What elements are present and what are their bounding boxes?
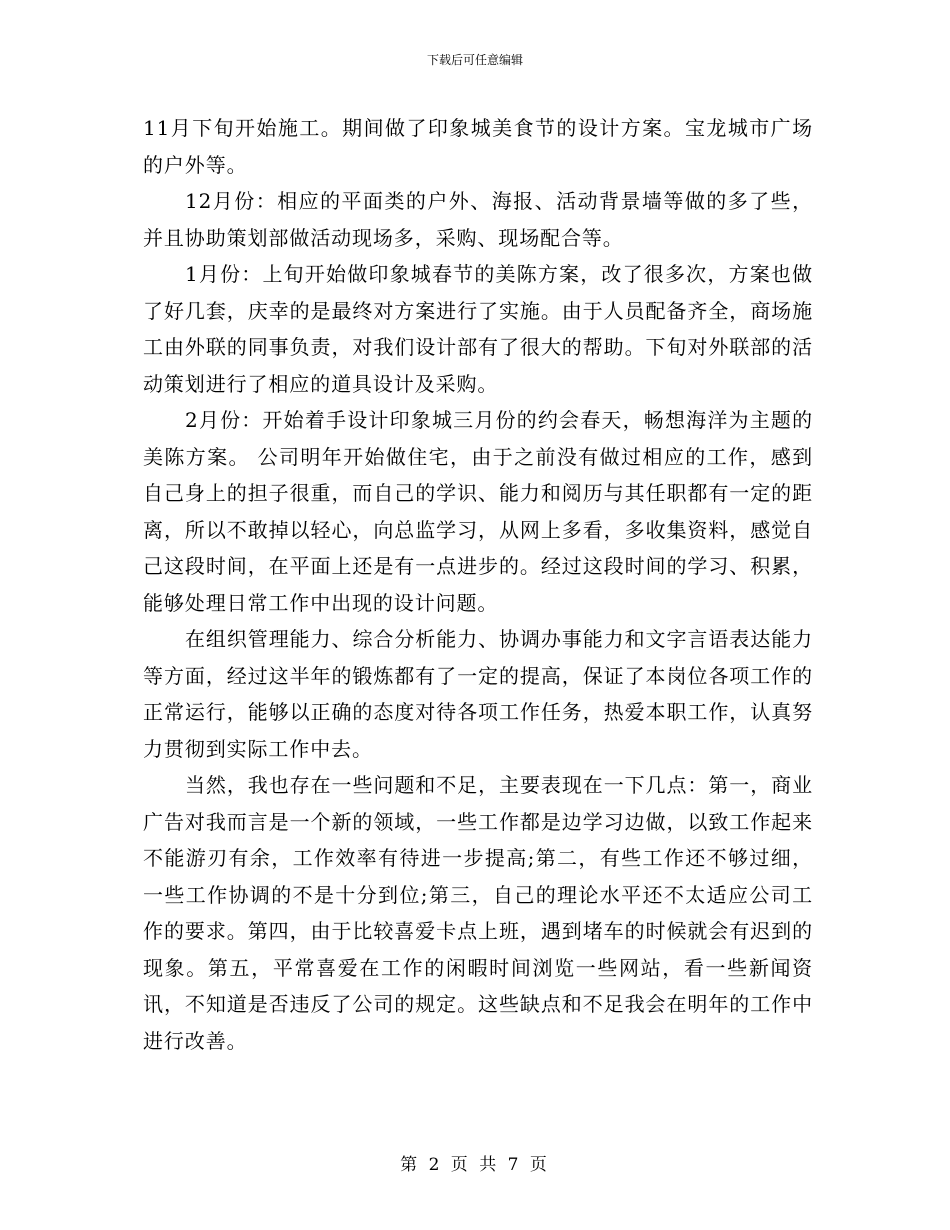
page-number: 第 2 页 共 7 页 bbox=[400, 1155, 550, 1175]
paragraph-shortcomings: 当然，我也存在一些问题和不足，主要表现在一下几点：第一，商业广告对我而言是一个新的领域，一些工作都是边学习边做，以致工作起来不能游刃有余，工作效率有待进一步提高;第二，有些工作还不够过细，一些工作协调的不是十分到位;第三，自己的理论水平还不太适应公司工作的要求。第四，由于比较喜爱卡点上班，遇到堵车的时候就会有迟到的现象。第五，平常喜爱在工作的闲暇时间浏览一些网站，看一些新闻资讯，不知道是否违反了公司的规定。这些缺点和不足我会在明年的工作中进行改善。 bbox=[143, 773, 813, 1053]
paragraph-november: 11月下旬开始施工。期间做了印象城美食节的设计方案。宝龙城市广场的户外等。 bbox=[143, 116, 813, 177]
document-body bbox=[143, 110, 813, 1059]
paragraph-january: 1月份：上旬开始做印象城春节的美陈方案，改了很多次，方案也做了好几套，庆幸的是最终对方案进行了实施。由于人员配备齐全，商场施工由外联的同事负责，对我们设计部有了很大的帮助。下旬对外联部的活动策划进行了相应的道具设计及采购。 bbox=[143, 262, 813, 396]
paragraph-december: 12月份：相应的平面类的户外、海报、活动背景墙等做的多了些，并且协助策划部做活动现场多，采购、现场配合等。 bbox=[143, 189, 813, 250]
paragraph-february: 2月份：开始着手设计印象城三月份的约会春天，畅想海洋为主题的美陈方案。 公司明年开始做住宅，由于之前没有做过相应的工作，感到自己身上的担子很重，而自己的学识、能力和阅历与其任职都有一定的距离，所以不敢掉以轻心，向总监学习，从网上多看，多收集资料，感觉自己这段时间，在平面上还是有一点进步的。经过这段时间的学习、积累，能够处理日常工作中出现的设计问题。 bbox=[143, 408, 813, 615]
paragraph-abilities: 在组织管理能力、综合分析能力、协调办事能力和文字言语表达能力等方面，经过这半年的锻炼都有了一定的提高，保证了本岗位各项工作的正常运行，能够以正确的态度对待各项工作任务，热爱本职工作，认真努力贯彻到实际工作中去。 bbox=[143, 627, 813, 761]
page-header: 下载后可任意编辑 bbox=[426, 53, 523, 67]
